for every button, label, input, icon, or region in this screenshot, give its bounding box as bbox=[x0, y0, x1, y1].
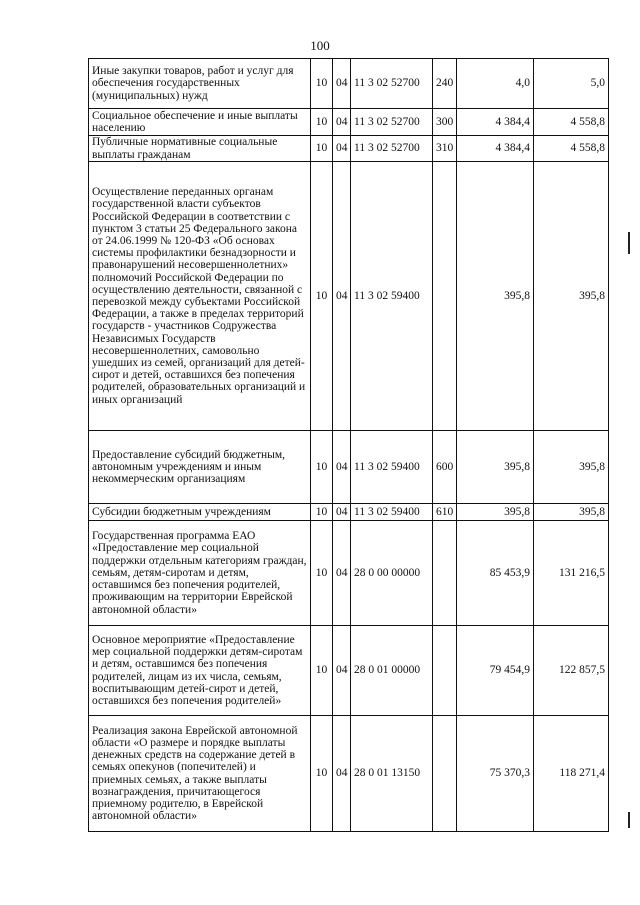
target-item-code-cell: 11 3 02 59400 bbox=[351, 504, 433, 521]
section-code-cell: 10 bbox=[311, 109, 333, 136]
amount-year2-cell: 395,8 bbox=[534, 504, 609, 521]
amount-year1-cell: 4,0 bbox=[457, 59, 534, 109]
target-item-code-cell: 11 3 02 59400 bbox=[351, 431, 433, 504]
amount-year2-cell: 4 558,8 bbox=[534, 109, 609, 136]
amount-year1-cell: 75 370,3 bbox=[457, 716, 534, 832]
section-code-cell: 10 bbox=[311, 626, 333, 716]
table-row bbox=[89, 136, 609, 162]
subsection-code-cell: 04 bbox=[333, 109, 351, 136]
table-row bbox=[89, 626, 609, 716]
amount-year2-cell: 122 857,5 bbox=[534, 626, 609, 716]
scan-margin-mark bbox=[628, 232, 630, 254]
amount-year2-cell: 395,8 bbox=[534, 162, 609, 431]
amount-year1-cell: 4 384,4 bbox=[457, 136, 534, 162]
section-code-cell: 10 bbox=[311, 716, 333, 832]
table-row bbox=[89, 59, 609, 109]
row-name-cell: Социальное обеспечение и иные выплаты населению bbox=[89, 109, 311, 136]
target-item-code-cell: 11 3 02 59400 bbox=[351, 162, 433, 431]
amount-year1-cell: 4 384,4 bbox=[457, 109, 534, 136]
target-item-code-cell: 11 3 02 52700 bbox=[351, 109, 433, 136]
expense-type-code-cell bbox=[433, 162, 457, 431]
row-name-cell: Осуществление переданных органам государственной власти субъектов Российской Федерации в соответствии с пунктом 3 статьи 25 Федерального закона от 24.06.1999 № 120-ФЗ «Об основах системы профилактики безнадзорности и правонарушений несовершеннолетних» полномочий Российской Федерации по осуществлению деятельности, связанной с перевозкой между субъектами Российской Федерации, а также в пределах территорий государств - участников Содружества Независимых Государств несовершеннолетних, самовольно ушедших из семей, организаций для детей-сирот и детей, оставшихся без попечения родителей, образовательных организаций и иных организаций bbox=[89, 162, 311, 431]
expense-type-code-cell: 610 bbox=[433, 504, 457, 521]
expense-type-code-cell: 310 bbox=[433, 136, 457, 162]
target-item-code-cell: 28 0 01 13150 bbox=[351, 716, 433, 832]
expense-type-code-cell: 600 bbox=[433, 431, 457, 504]
amount-year2-cell: 5,0 bbox=[534, 59, 609, 109]
section-code-cell: 10 bbox=[311, 521, 333, 626]
table-row bbox=[89, 162, 609, 431]
subsection-code-cell: 04 bbox=[333, 521, 351, 626]
section-code-cell: 10 bbox=[311, 431, 333, 504]
subsection-code-cell: 04 bbox=[333, 162, 351, 431]
row-name-cell: Предоставление субсидий бюджетным, автономным учреждениям и иным некоммерческим организациям bbox=[89, 431, 311, 504]
page-number: 100 bbox=[310, 38, 330, 53]
amount-year1-cell: 395,8 bbox=[457, 504, 534, 521]
row-name-cell: Реализация закона Еврейской автономной области «О размере и порядке выплаты денежных средств на содержание детей в семьях опекунов (попечителей) и приемных семьях, а также выплаты вознаграждения, причитающегося приемному родителю, в Еврейской автономной области» bbox=[89, 716, 311, 832]
scan-margin-mark bbox=[628, 812, 630, 828]
target-item-code-cell: 28 0 01 00000 bbox=[351, 626, 433, 716]
section-code-cell: 10 bbox=[311, 504, 333, 521]
amount-year2-cell: 395,8 bbox=[534, 431, 609, 504]
subsection-code-cell: 04 bbox=[333, 716, 351, 832]
amount-year1-cell: 395,8 bbox=[457, 162, 534, 431]
amount-year2-cell: 118 271,4 bbox=[534, 716, 609, 832]
table-row bbox=[89, 521, 609, 626]
row-name-cell: Иные закупки товаров, работ и услуг для обеспечения государственных (муниципальных) нужд bbox=[89, 59, 311, 109]
expense-type-code-cell bbox=[433, 521, 457, 626]
row-name-cell: Субсидии бюджетным учреждениям bbox=[89, 504, 311, 521]
section-code-cell: 10 bbox=[311, 59, 333, 109]
subsection-code-cell: 04 bbox=[333, 431, 351, 504]
table-row bbox=[89, 109, 609, 136]
target-item-code-cell: 11 3 02 52700 bbox=[351, 59, 433, 109]
budget-table bbox=[88, 58, 609, 832]
target-item-code-cell: 28 0 00 00000 bbox=[351, 521, 433, 626]
amount-year1-cell: 85 453,9 bbox=[457, 521, 534, 626]
target-item-code-cell: 11 3 02 52700 bbox=[351, 136, 433, 162]
subsection-code-cell: 04 bbox=[333, 59, 351, 109]
table-row bbox=[89, 504, 609, 521]
row-name-cell: Основное мероприятие «Предоставление мер социальной поддержки детям-сиротам и детям, оставшимся без попечения родителей, лицам из их числа, семьям, воспитывающим детей-сирот и детей, оставшихся без попечения родителей» bbox=[89, 626, 311, 716]
table-row bbox=[89, 716, 609, 832]
amount-year2-cell: 131 216,5 bbox=[534, 521, 609, 626]
amount-year1-cell: 79 454,9 bbox=[457, 626, 534, 716]
section-code-cell: 10 bbox=[311, 136, 333, 162]
expense-type-code-cell: 240 bbox=[433, 59, 457, 109]
subsection-code-cell: 04 bbox=[333, 136, 351, 162]
subsection-code-cell: 04 bbox=[333, 626, 351, 716]
expense-type-code-cell: 300 bbox=[433, 109, 457, 136]
table-row bbox=[89, 431, 609, 504]
amount-year1-cell: 395,8 bbox=[457, 431, 534, 504]
expense-type-code-cell bbox=[433, 626, 457, 716]
row-name-cell: Государственная программа ЕАО «Предоставление мер социальной поддержки отдельным категориям граждан, семьям, детям-сиротам и детям, оставшимся без попечения родителей, проживающим на территории Еврейской автономной области» bbox=[89, 521, 311, 626]
section-code-cell: 10 bbox=[311, 162, 333, 431]
subsection-code-cell: 04 bbox=[333, 504, 351, 521]
row-name-cell: Публичные нормативные социальные выплаты гражданам bbox=[89, 136, 311, 162]
expense-type-code-cell bbox=[433, 716, 457, 832]
amount-year2-cell: 4 558,8 bbox=[534, 136, 609, 162]
